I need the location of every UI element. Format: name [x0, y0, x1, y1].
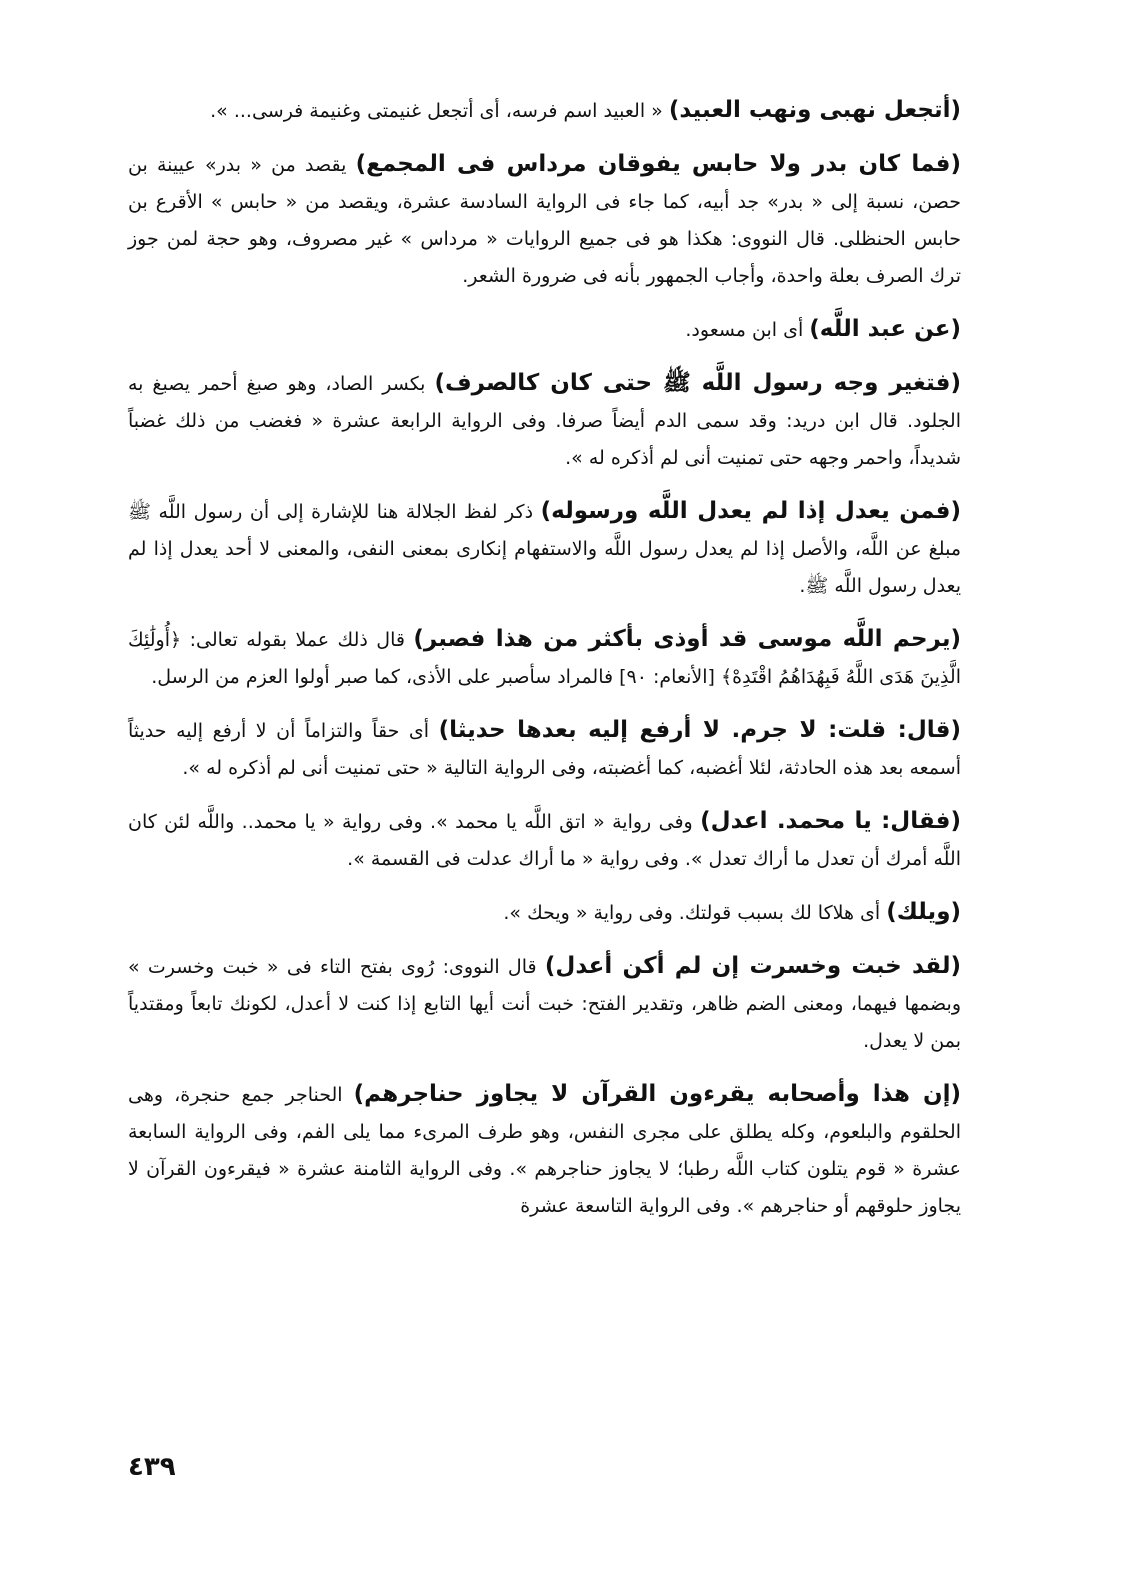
- commentary-paragraph-3: [128, 311, 961, 349]
- commentary-paragraph-8: [128, 803, 961, 878]
- commentary-paragraph-4: [128, 365, 961, 477]
- commentary-paragraph-11: [128, 1076, 961, 1225]
- commentary-paragraph-6: [128, 621, 961, 696]
- quoted-heading: (يرحم اللَّه موسى قد أوذى بأكثر من هذا فصبر): [413, 626, 961, 652]
- quoted-heading: (لقد خبت وخسرت إن لم أكن أعدل): [544, 953, 961, 979]
- quoted-heading: (فما كان بدر ولا حابس يفوقان مرداس فى المجمع): [355, 151, 962, 177]
- quoted-heading: (إن هذا وأصحابه يقرءون القرآن لا يجاوز حناجرهم): [353, 1081, 962, 1107]
- explanation-text: ذكر لفظ الجلالة هنا للإشارة إلى أن رسول اللَّه ﷺ مبلغ عن اللَّه، والأصل إذا لم يعدل رسول اللَّه والاستفهام إنكارى بمعنى النفى، والمعنى لا أحد يعدل إذا لم يعدل رسول اللَّه ﷺ.: [128, 501, 961, 597]
- commentary-paragraph-1: [128, 92, 961, 130]
- page-number: ٤٣٩: [128, 1452, 176, 1482]
- explanation-text: وفى رواية « اتق اللَّه يا محمد ». وفى رواية « يا محمد.. واللَّه لئن كان اللَّه أمرك أن تعدل ما أراك تعدل ». وفى رواية « ما أراك عدلت فى القسمة ».: [128, 811, 961, 870]
- quoted-heading: (ويلك): [886, 899, 961, 925]
- quoted-heading: (فمن يعدل إذا لم يعدل اللَّه ورسوله): [540, 498, 961, 524]
- document-page: [128, 92, 961, 1241]
- explanation-text: الحناجر جمع حنجرة، وهى الحلقوم والبلعوم، وكله يطلق على مجرى النفس، وهو طرف المرىء مما يلى الفم، وفى الرواية السابعة عشرة « قوم يتلون كتاب اللَّه رطبا؛ لا يجاوز حناجرهم ». وفى الرواية الثامنة عشرة « فيقرءون القرآن لا يجاوز حلوقهم أو حناجرهم ». وفى الرواية التاسعة عشرة: [128, 1084, 961, 1217]
- explanation-text: « العبيد اسم فرسه، أى أتجعل غنيمتى وغنيمة فرسى... ».: [210, 100, 669, 122]
- commentary-paragraph-9: [128, 894, 961, 932]
- quoted-heading: (فتغير وجه رسول اللَّه ﷺ حتى كان كالصرف): [434, 370, 961, 396]
- quoted-heading: (قال: قلت: لا جرم. لا أرفع إليه بعدها حديثا): [438, 717, 961, 743]
- explanation-text: قال ذلك عملا بقوله تعالى: ﴿أُولَٰئِكَ الَّذِينَ هَدَى اللَّهُ فَبِهُدَاهُمُ اقْتَدِهْ﴾ [الأنعام: ٩٠] فالمراد سأصبر على الأذى، كما صبر أولوا العزم من الرسل.: [128, 629, 961, 688]
- commentary-paragraph-7: [128, 712, 961, 787]
- quoted-heading: (عن عبد اللَّه): [809, 316, 961, 342]
- explanation-text: بكسر الصاد، وهو صبغ أحمر يصبغ به الجلود. قال ابن دريد: وقد سمى الدم أيضاً صرفا. وفى الرواية الرابعة عشرة « فغضب من ذلك غضباً شديداً، واحمر وجهه حتى تمنيت أنى لم أذكره له ».: [128, 373, 961, 469]
- commentary-paragraph-2: [128, 146, 961, 295]
- explanation-text: أى حقاً والتزاماً أن لا أرفع إليه حديثاً أسمعه بعد هذه الحادثة، لئلا أغضبه، كما أغضبته، وفى الرواية التالية « حتى تمنيت أنى لم أذكره له ».: [128, 720, 961, 779]
- explanation-text: أى ابن مسعود.: [685, 319, 810, 341]
- commentary-paragraph-5: [128, 493, 961, 605]
- explanation-text: قال النووى: رُوى بفتح التاء فى « خبت وخسرت » وبضمها فيهما، ومعنى الضم ظاهر، وتقدير الفتح: خبت أنت أيها التابع إذا كنت لا أعدل، لكونك تابعاً ومقتدياً بمن لا يعدل.: [128, 956, 961, 1052]
- quoted-heading: (فقال: يا محمد. اعدل): [700, 808, 961, 834]
- explanation-text: يقصد من « بدر» عيينة بن حصن، نسبة إلى « بدر» جد أبيه، كما جاء فى الرواية السادسة عشرة، ويقصد من « حابس » الأقرع بن حابس الحنظلى. قال النووى: هكذا هو فى جميع الروايات « مرداس » غير مصروف، وهو حجة لمن جوز ترك الصرف بعلة واحدة، وأجاب الجمهور بأنه فى ضرورة الشعر.: [128, 154, 961, 287]
- commentary-paragraph-10: [128, 948, 961, 1060]
- explanation-text: أى هلاكا لك بسبب قولتك. وفى رواية « ويحك ».: [503, 902, 887, 924]
- quoted-heading: (أتجعل نهبى ونهب العبيد): [668, 97, 961, 123]
